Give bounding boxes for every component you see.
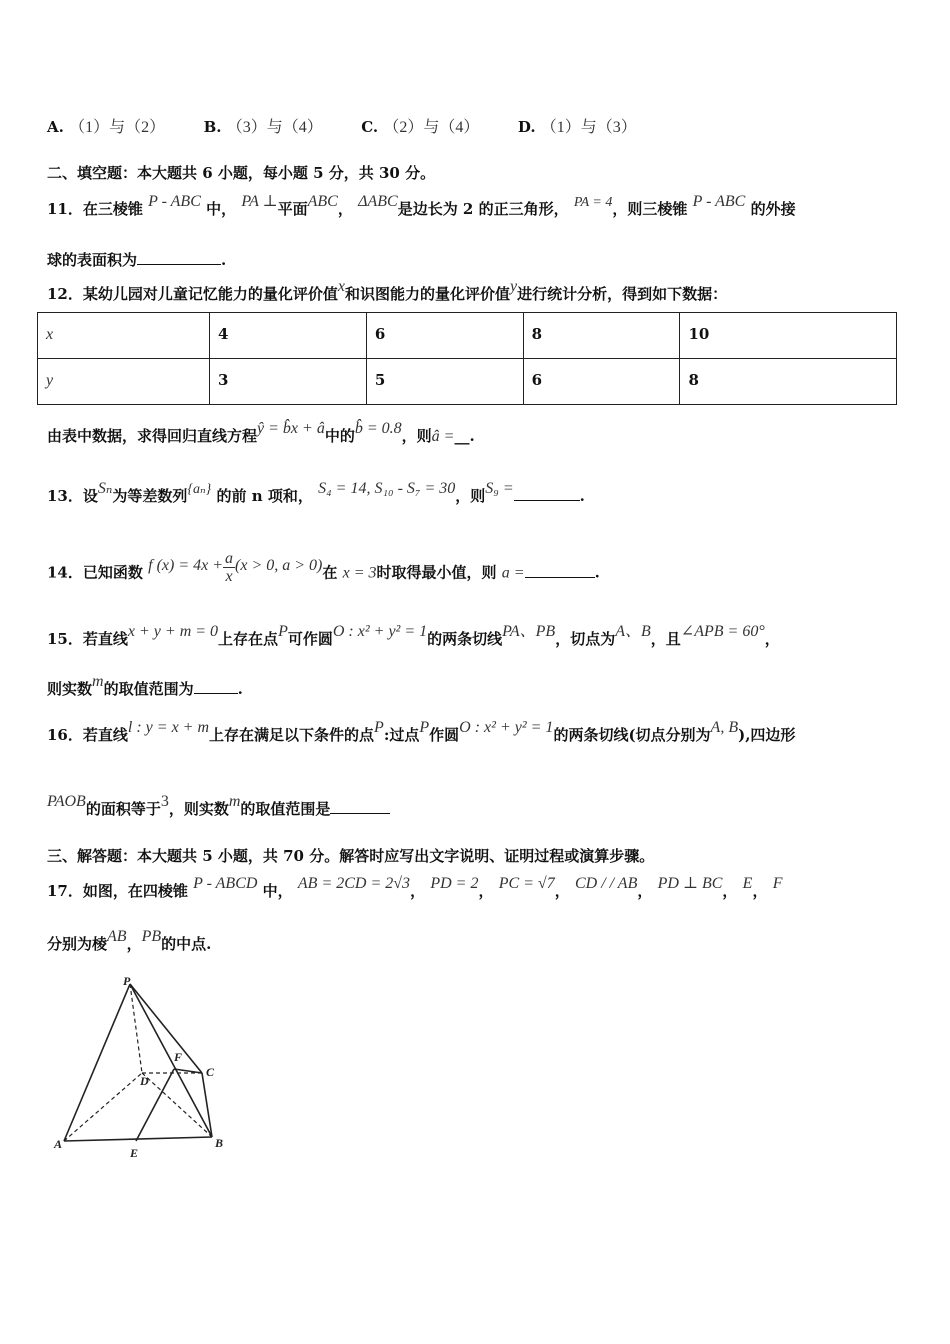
- question-11: 11．在三棱锥 P - ABC 中， PA ⊥平面ABC， ΔABC是边长为 2 的正三角形， PA = 4，则三棱锥 P - ABC 的外接: [47, 193, 796, 218]
- question-16: 16．若直线l : y = x + m上存在满足以下条件的点P:过点P作圆O : x² + y² = 1的两条切线(切点分别为A, B),四边形: [47, 719, 796, 744]
- option-d[interactable]: D. （1）与（3）: [517, 118, 637, 136]
- answer-blank-16[interactable]: [330, 799, 390, 814]
- table-header-y: y: [38, 359, 210, 405]
- label-d: D: [140, 1074, 149, 1088]
- table-cell: 4: [210, 313, 367, 359]
- fraction-a-over-x: $\frac{a}{x}$: [225, 550, 234, 585]
- question-11-line2: 球的表面积为 .: [47, 251, 227, 269]
- option-b[interactable]: B. （3）与（4）: [203, 118, 323, 136]
- table-cell: 8: [523, 313, 680, 359]
- label-e: E: [130, 1146, 139, 1160]
- question-15-line2: 则实数m的取值范围为 .: [47, 673, 243, 698]
- answer-blank-13[interactable]: [514, 486, 580, 501]
- option-c[interactable]: C. （2）与（4）: [361, 118, 480, 136]
- label-f: F: [174, 1050, 183, 1064]
- question-12-followup: 由表中数据，求得回归直线方程ŷ = b̂x + â中的b̂ = 0.8，则â =__.: [47, 420, 475, 445]
- edge-pb: [130, 984, 212, 1137]
- question-15: 15．若直线x + y + m = 0上存在点P可作圆O : x² + y² = 1的两条切线PA、PB，切点为A、B，且∠APB = 60°，: [47, 623, 780, 648]
- diagonal-db-hidden: [142, 1073, 212, 1137]
- table-cell: 5: [366, 359, 523, 405]
- question-17-line2: 分别为棱AB，PB的中点.: [47, 928, 212, 953]
- section3-heading: 三、解答题：本大题共 5 小题，共 70 分。解答时应写出文字说明、证明过程或演算步骤。: [47, 847, 655, 865]
- edge-ad-hidden: [64, 1073, 142, 1141]
- answer-blank-14[interactable]: [525, 563, 595, 578]
- label-a: A: [54, 1137, 63, 1151]
- edge-pa: [64, 984, 130, 1141]
- label-c: C: [206, 1065, 215, 1079]
- label-b: B: [215, 1136, 224, 1150]
- label-p: P: [123, 974, 131, 988]
- table-header-x: x: [38, 313, 210, 359]
- table-row-y: [38, 359, 897, 405]
- table-cell: 10: [680, 313, 897, 359]
- question-12: 12．某幼儿园对儿童记忆能力的量化评价值x和识图能力的量化评价值y进行统计分析，得到如下数据：: [47, 278, 728, 303]
- table-cell: 6: [523, 359, 680, 405]
- answer-blank-11[interactable]: [137, 250, 221, 265]
- data-table: [37, 312, 897, 405]
- option-a[interactable]: A. （1）与（2）: [47, 118, 166, 136]
- table-cell: 8: [680, 359, 897, 405]
- question-16-line2: PAOB的面积等于3，则实数m的取值范围是: [47, 798, 390, 819]
- table-row-x: [38, 313, 897, 359]
- pyramid-figure: [50, 970, 240, 1160]
- table-cell: 3: [210, 359, 367, 405]
- section2-heading: 二、填空题：本大题共 6 小题，每小题 5 分，共 30 分。: [47, 164, 436, 182]
- answer-blank-15[interactable]: [194, 679, 238, 694]
- edge-pc: [130, 984, 202, 1073]
- question-14: 14．已知函数 f (x) = 4x + $\frac{a}{x}$ (x > 0, a > 0)在 x = 3时取得最小值，则 a = .: [47, 550, 600, 585]
- q10-options: [47, 114, 637, 137]
- question-17: 17．如图，在四棱锥 P - ABCD 中， AB = 2CD = 2√3， PD = 2， PC = √7， CD / / AB， PD ⊥ BC， E， F: [47, 875, 783, 900]
- table-cell: 6: [366, 313, 523, 359]
- question-13: 13．设Sₙ为等差数列{aₙ} 的前 n 项和， S₄ = 14, S₁₀ - S₇ = 30，则S₉ = .: [47, 480, 585, 505]
- answer-blank-12[interactable]: __.: [454, 427, 475, 445]
